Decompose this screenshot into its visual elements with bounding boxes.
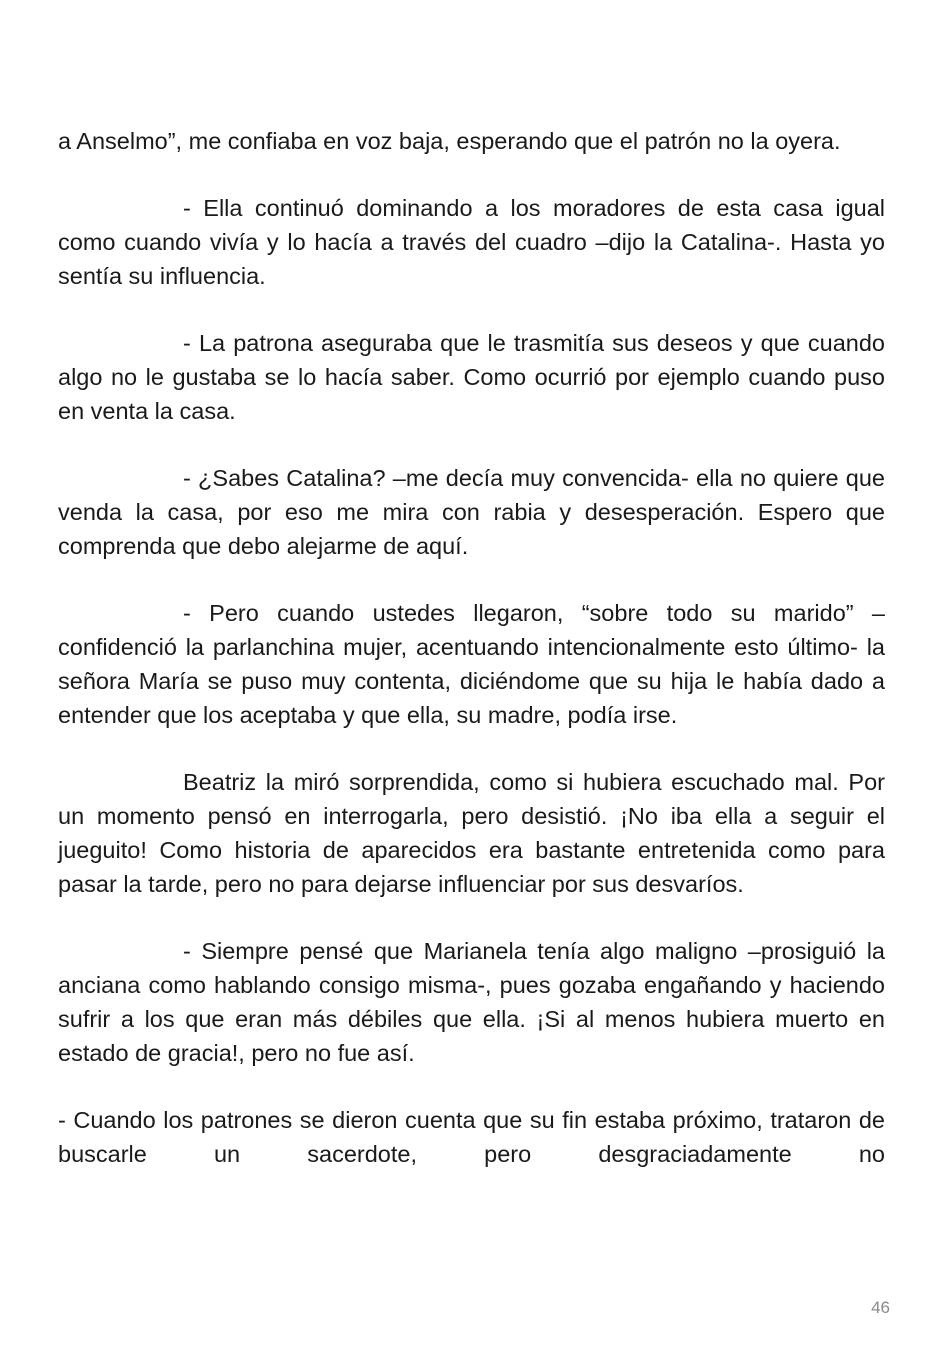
page-number: 46 bbox=[871, 1298, 890, 1317]
paragraph: - La patrona aseguraba que le trasmitía sus deseos y que cuando algo no le gustaba se lo hacía saber. Como ocurrió por ejemplo cuando puso en venta la casa. bbox=[58, 330, 885, 424]
paragraph: - Cuando los patrones se dieron cuenta que su fin estaba próximo, trataron de buscarle un sacerdote, pero desgraciadamente no bbox=[58, 1107, 885, 1167]
paragraph: - Pero cuando ustedes llegaron, “sobre todo su marido” –confidenció la parlanchina mujer, acentuando intencionalmente esto último- la señora María se puso muy contenta, diciéndome que su hija le había dado a entender que los aceptaba y que ella, su madre, podía irse. bbox=[58, 600, 885, 728]
paragraph: - ¿Sabes Catalina? –me decía muy convencida- ella no quiere que venda la casa, por eso me mira con rabia y desesperación. Espero que comprenda que debo alejarme de aquí. bbox=[58, 465, 885, 559]
paragraph: - Ella continuó dominando a los moradores de esta casa igual como cuando vivía y lo hacía a través del cuadro –dijo la Catalina-. Hasta yo sentía su influencia. bbox=[58, 195, 885, 289]
paragraph: Beatriz la miró sorprendida, como si hubiera escuchado mal. Por un momento pensó en interrogarla, pero desistió. ¡No iba ella a seguir el jueguito! Como historia de aparecidos era bastante entretenida como para pasar la tarde, pero no para dejarse influenciar por sus desvaríos. bbox=[58, 769, 885, 897]
paragraph: a Anselmo”, me confiaba en voz baja, esperando que el patrón no la oyera. bbox=[58, 128, 841, 154]
paragraph: - Siempre pensé que Marianela tenía algo maligno –prosiguió la anciana como hablando consigo misma-, pues gozaba engañando y haciendo sufrir a los que eran más débiles que ella. ¡Si al menos hubiera muerto en estado de gracia!, pero no fue así. bbox=[58, 938, 885, 1066]
page-body bbox=[58, 124, 885, 1204]
